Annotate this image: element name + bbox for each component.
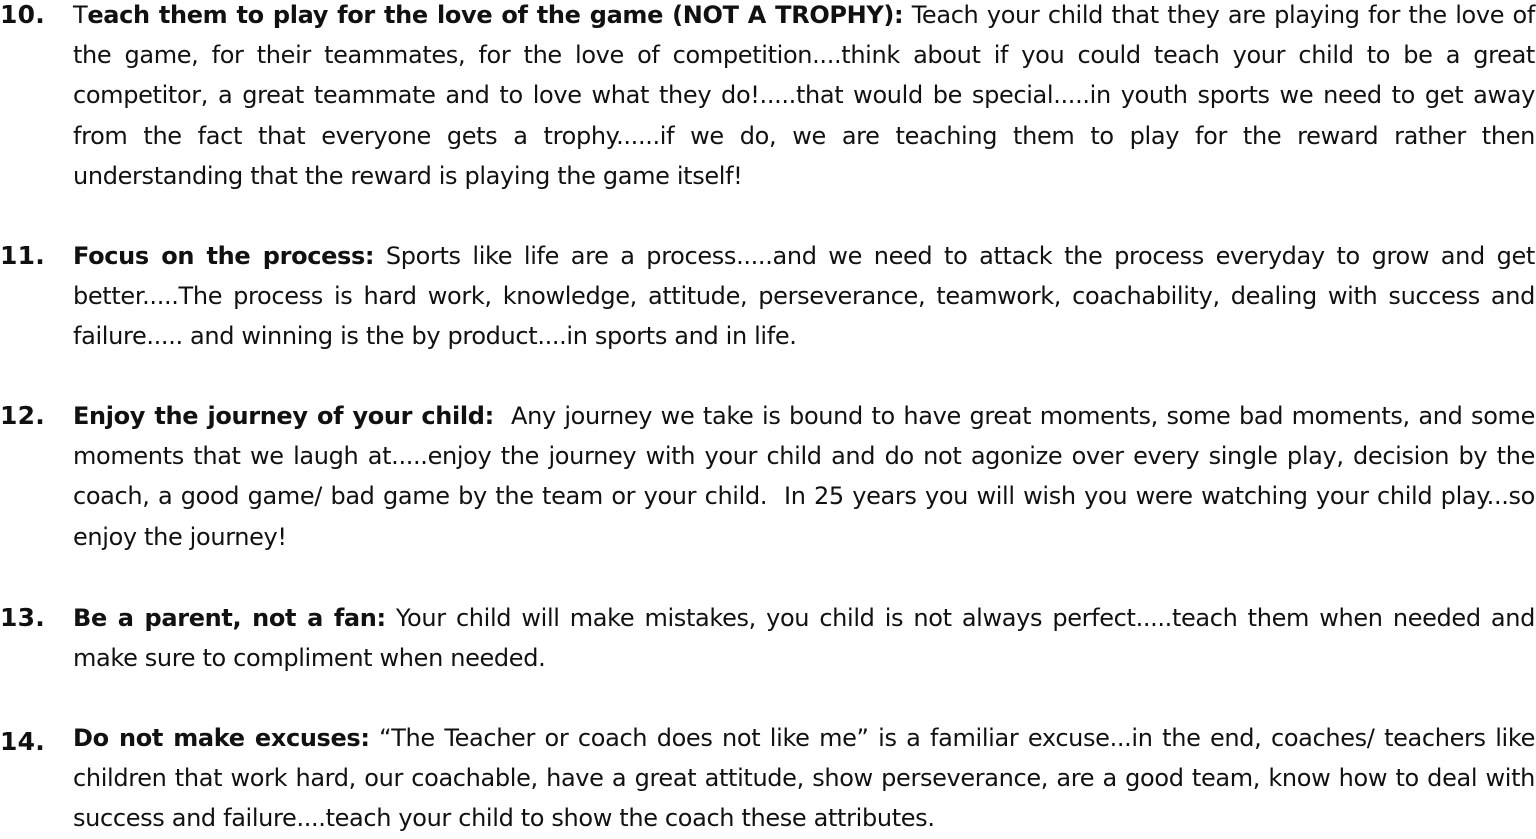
item-title: Focus on the process: [73, 242, 375, 270]
item-number: 10. [0, 0, 45, 29]
item-body: Your child will make mistakes, you child is not always perfect.....teach them when needed and make sure to compliment when needed. [73, 604, 1535, 673]
item-paragraph [73, 598, 1535, 678]
item-body: Any journey we take is bound to have great moments, some bad moments, and some moments that we laugh at.....enjoy the journey with your child and do not agonize over every single play, decision by the coach, a good game/ bad game by the team or your child. In 25 years you will wish you were watching your child play...so enjoy the journey! [73, 402, 1535, 551]
item-number: 12. [0, 401, 45, 430]
item-title-initial: T [73, 1, 88, 29]
item-body: “The Teacher or coach does not like me” is a familiar excuse...in the end, coaches/ teachers like children that work hard, our coachable, have a great attitude, show perseverance, are a good team, know how to deal with success and failure....teach your child to show the coach these attributes. [73, 724, 1535, 833]
item-title: Enjoy the journey of your child: [73, 402, 494, 430]
item-paragraph [73, 396, 1535, 557]
item-number: 13. [0, 603, 45, 632]
item-title: Do not make excuses: [73, 724, 370, 752]
item-paragraph [73, 0, 1535, 196]
item-number: 14. [0, 727, 45, 756]
item-number: 11. [0, 241, 45, 270]
item-paragraph [73, 236, 1535, 357]
item-body: Sports like life are a process.....and we need to attack the process everyday to grow and get better.....The process is hard work, knowledge, attitude, perseverance, teamwork, coachability, dealing with success and failure..... and winning is the by product....in sports and in life. [73, 242, 1535, 351]
item-body: Teach your child that they are playing for the love of the game, for their teammates, for the love of competition....think about if you could teach your child to be a great competitor, a great teammate and to love what they do!.....that would be special.....in youth sports we need to get away from the fact that everyone gets a trophy......if we do, we are teaching them to play for the reward rather then understanding that the reward is playing the game itself! [73, 1, 1535, 190]
item-title: each them to play for the love of the game (NOT A TROPHY): [87, 1, 904, 29]
item-title: Be a parent, not a fan: [73, 604, 386, 632]
item-paragraph [73, 718, 1535, 839]
